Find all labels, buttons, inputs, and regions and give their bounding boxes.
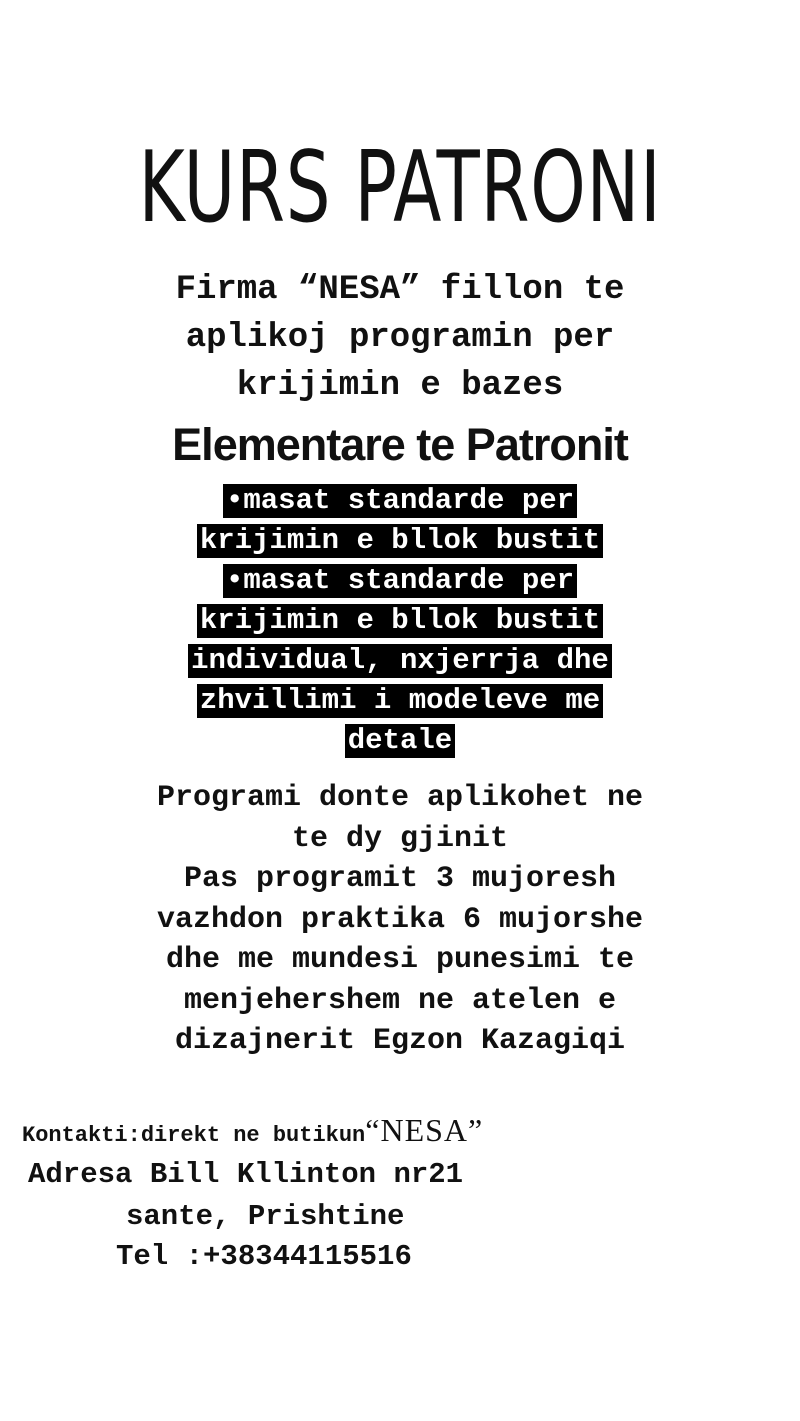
highlight-line: krijimin e bllok bustit <box>197 524 603 558</box>
description-line: dizajnerit Egzon Kazagiqi <box>174 1024 626 1058</box>
description-line: Programi donte aplikohet ne <box>156 781 644 815</box>
highlight-line: •masat standarde per <box>223 564 577 598</box>
highlight-line: krijimin e bllok bustit <box>197 604 603 638</box>
highlight-line: zhvillimi i modeleve me <box>197 684 603 718</box>
contact-brand: “NESA” <box>365 1112 484 1148</box>
contact-info <box>22 1112 782 1273</box>
description-line: vazhdon praktika 6 mujorshe <box>156 902 644 937</box>
intro-line: krijimin e bazes <box>236 367 564 405</box>
highlight-line: detale <box>345 724 455 758</box>
highlighted-list <box>0 482 800 762</box>
poster-title: KURS PATRONI <box>138 131 662 245</box>
contact-address-line1: Adresa Bill Kllinton nr21 <box>28 1158 464 1191</box>
highlight-line: individual, nxjerrja dhe <box>188 644 612 678</box>
description-line: Pas programit 3 mujoresh <box>183 862 617 896</box>
subheading: Elementare te Patronit <box>172 419 628 470</box>
description-line: te dy gjinit <box>291 821 509 856</box>
contact-heading <box>22 1112 782 1156</box>
intro-line: aplikoj programin per <box>185 319 615 357</box>
contact-phone: Tel :+38344115516 <box>116 1240 412 1273</box>
intro-text <box>0 266 800 410</box>
highlight-line: •masat standarde per <box>223 484 577 518</box>
program-description <box>0 778 800 1062</box>
description-line: menjehershem ne atelen e <box>183 983 617 1018</box>
contact-address-line2: sante, Prishtine <box>126 1200 405 1233</box>
intro-line: Firma “NESA” fillon te <box>175 271 625 309</box>
description-line: dhe me mundesi punesimi te <box>165 943 635 977</box>
contact-label: Kontakti:direkt ne butikun <box>22 1123 366 1148</box>
